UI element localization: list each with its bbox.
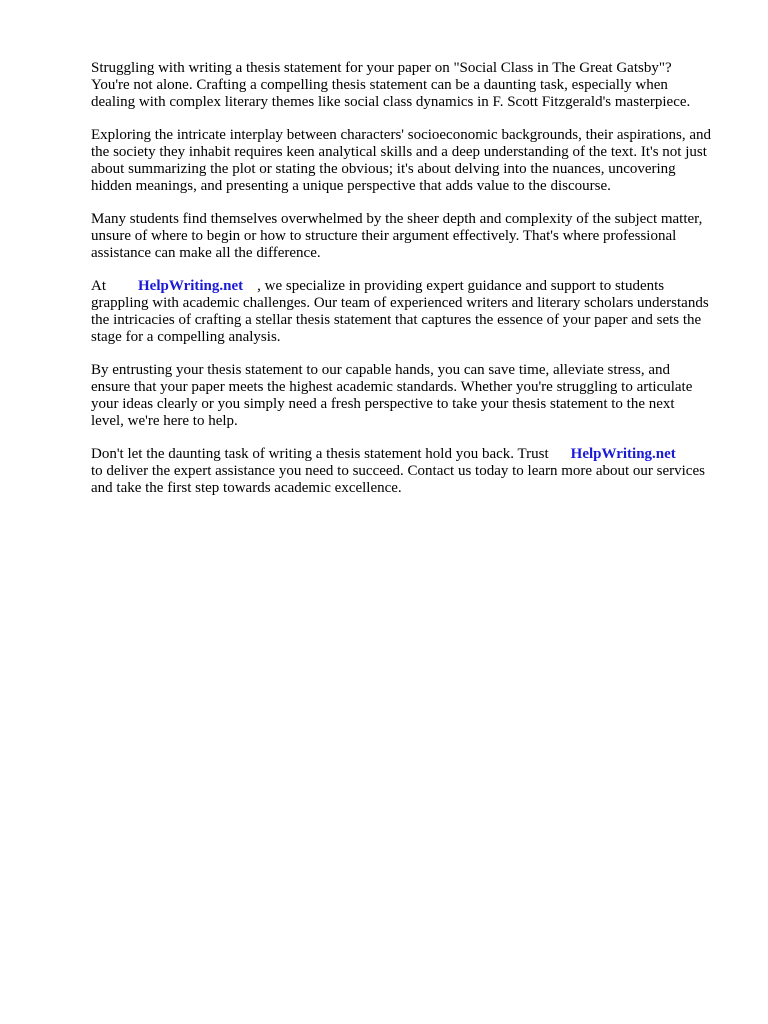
paragraph-3: Many students find themselves overwhelmed by the sheer depth and complexity of the subject matter, unsure of where to begin or how to structure their argument effectively. That's where professional assistance can make all the difference. (91, 211, 703, 261)
document-body (91, 60, 711, 513)
paragraph-6-lead: Don't let the daunting task of writing a thesis statement hold you back. Trust (91, 446, 549, 462)
helpwriting-link-2[interactable]: HelpWriting.net (570, 446, 676, 462)
helpwriting-link[interactable]: HelpWriting.net (138, 278, 244, 294)
paragraph-6 (91, 446, 711, 497)
paragraph-4-lead: At (91, 278, 106, 294)
paragraph-4-text: , we specialize in providing expert guidance and support to students grappling with academic challenges. Our team of experienced writers and literary scholars understands the intricacies of crafting a stellar thesis statement that captures the essence of your paper and sets the stage for a compelling analysis. (91, 278, 709, 345)
paragraph-2: Exploring the intricate interplay between characters' socioeconomic backgrounds, their aspirations, and the society they inhabit requires keen analytical skills and a deep understanding of the text. It's not just about summarizing the plot or stating the obvious; it's about delving into the nuances, uncovering hidden meanings, and presenting a unique perspective that adds value to the discourse. (91, 127, 711, 194)
paragraph-1: Struggling with writing a thesis statement for your paper on "Social Class in The Great Gatsby"? You're not alone. Crafting a compelling thesis statement can be a daunting task, especially when dealing with complex literary themes like social class dynamics in F. Scott Fitzgerald's masterpiece. (91, 60, 691, 110)
paragraph-6-text: to deliver the expert assistance you need to succeed. Contact us today to learn more about our services and take the first step towards academic excellence. (91, 463, 705, 496)
paragraph-4 (91, 278, 711, 346)
paragraph-5: By entrusting your thesis statement to our capable hands, you can save time, alleviate stress, and ensure that your paper meets the highest academic standards. Whether you're struggling to articulate your ideas clearly or you simply need a fresh perspective to take your thesis statement to the next level, we're here to help. (91, 362, 693, 429)
